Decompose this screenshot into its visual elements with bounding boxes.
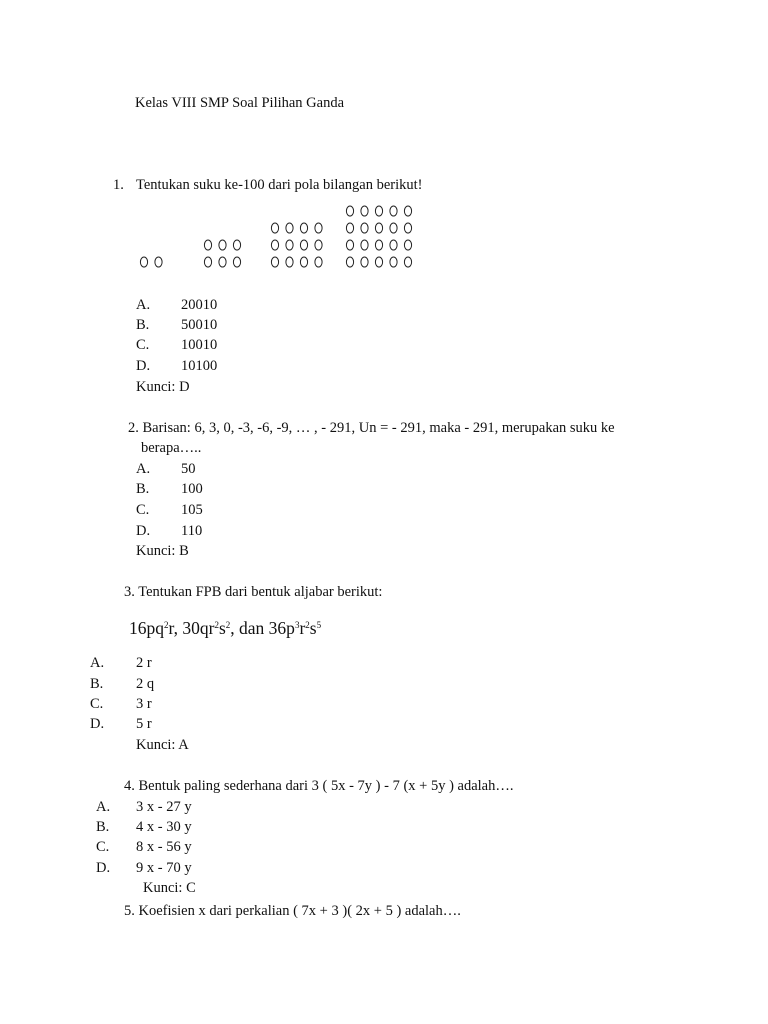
option-letter: A. bbox=[136, 297, 151, 313]
option-letter: D. bbox=[90, 716, 105, 732]
pattern-dot bbox=[315, 240, 322, 250]
algebraic-expression: $16pq^2r$, $30qr^2s^2$, dan $36p^3r^2s^5$ bbox=[129, 618, 322, 638]
option-letter: D. bbox=[136, 523, 151, 539]
page-title: Kelas VIII SMP Soal Pilihan Ganda bbox=[135, 95, 345, 111]
pattern-dot bbox=[375, 206, 382, 216]
question-text: 4. Bentuk paling sederhana dari 3 ( 5x - 7y ) - 7 (x + 5y ) adalah…. bbox=[124, 778, 514, 794]
option-letter: C. bbox=[96, 839, 110, 855]
pattern-dot bbox=[286, 257, 293, 267]
option-value: 3 x - 27 y bbox=[136, 799, 192, 815]
question-text: 2. Barisan: 6, 3, 0, -3, -6, -9, … , - 291, Un = - 291, maka - 291, merupakan suku ke bbox=[128, 420, 615, 436]
option-value: 10100 bbox=[181, 358, 218, 374]
answer-key: Kunci: B bbox=[136, 543, 189, 559]
pattern-dot bbox=[390, 240, 397, 250]
option-value: 2 q bbox=[136, 676, 155, 692]
option-value: 3 r bbox=[136, 696, 152, 712]
pattern-dot bbox=[390, 223, 397, 233]
pattern-dot bbox=[286, 240, 293, 250]
option-letter: A. bbox=[96, 799, 111, 815]
pattern-dot bbox=[404, 240, 411, 250]
option-value: 8 x - 56 y bbox=[136, 839, 192, 855]
pattern-dot bbox=[219, 240, 226, 250]
option-value: 2 r bbox=[136, 655, 152, 671]
option-value: 105 bbox=[181, 502, 203, 518]
pattern-dot bbox=[346, 206, 353, 216]
pattern-dot bbox=[404, 257, 411, 267]
option-value: 5 r bbox=[136, 716, 152, 732]
pattern-dot bbox=[300, 240, 307, 250]
pattern-dot bbox=[300, 223, 307, 233]
pattern-dot bbox=[346, 257, 353, 267]
answer-key: Kunci: C bbox=[143, 880, 196, 896]
question-text: Tentukan suku ke-100 dari pola bilangan berikut! bbox=[136, 177, 423, 193]
pattern-dot bbox=[390, 257, 397, 267]
option-letter: C. bbox=[136, 337, 150, 353]
option-value: 110 bbox=[181, 523, 203, 539]
question-text: 5. Koefisien x dari perkalian ( 7x + 3 )( 2x + 5 ) adalah…. bbox=[124, 903, 461, 919]
question-text: 3. Tentukan FPB dari bentuk aljabar berikut: bbox=[124, 584, 383, 600]
pattern-dot bbox=[204, 240, 211, 250]
dot-pattern-figure bbox=[0, 0, 768, 280]
pattern-dot bbox=[204, 257, 211, 267]
pattern-dot bbox=[315, 257, 322, 267]
pattern-dot bbox=[404, 206, 411, 216]
option-letter: B. bbox=[136, 481, 150, 497]
option-value: 20010 bbox=[181, 297, 218, 313]
option-value: 4 x - 30 y bbox=[136, 819, 192, 835]
option-value: 50010 bbox=[181, 317, 218, 333]
option-letter: A. bbox=[90, 655, 105, 671]
pattern-dot bbox=[219, 257, 226, 267]
pattern-dot bbox=[155, 257, 162, 267]
pattern-dot bbox=[233, 257, 240, 267]
pattern-dot bbox=[361, 257, 368, 267]
pattern-dot bbox=[271, 240, 278, 250]
pattern-dot bbox=[271, 223, 278, 233]
option-letter: D. bbox=[96, 860, 111, 876]
pattern-dot bbox=[375, 257, 382, 267]
pattern-dot bbox=[375, 223, 382, 233]
pattern-dot bbox=[361, 223, 368, 233]
option-letter: C. bbox=[90, 696, 104, 712]
pattern-dot bbox=[140, 257, 147, 267]
option-letter: B. bbox=[136, 317, 150, 333]
option-value: 50 bbox=[181, 461, 196, 477]
option-value: 9 x - 70 y bbox=[136, 860, 192, 876]
pattern-dot bbox=[375, 240, 382, 250]
option-value: 10010 bbox=[181, 337, 218, 353]
pattern-dot bbox=[300, 257, 307, 267]
pattern-dot bbox=[361, 240, 368, 250]
option-letter: B. bbox=[96, 819, 110, 835]
option-letter: A. bbox=[136, 461, 151, 477]
pattern-dot bbox=[315, 223, 322, 233]
option-letter: C. bbox=[136, 502, 150, 518]
answer-key: Kunci: D bbox=[136, 379, 190, 395]
question-number: 1. bbox=[113, 177, 124, 193]
option-letter: B. bbox=[90, 676, 104, 692]
pattern-dot bbox=[390, 206, 397, 216]
option-value: 100 bbox=[181, 481, 203, 497]
pattern-dot bbox=[233, 240, 240, 250]
pattern-dot bbox=[271, 257, 278, 267]
pattern-dot bbox=[286, 223, 293, 233]
pattern-dot bbox=[346, 240, 353, 250]
question-text-continued: berapa….. bbox=[141, 440, 202, 456]
option-letter: D. bbox=[136, 358, 151, 374]
pattern-dot bbox=[361, 206, 368, 216]
pattern-dot bbox=[404, 223, 411, 233]
pattern-dot bbox=[346, 223, 353, 233]
answer-key: Kunci: A bbox=[136, 737, 189, 753]
